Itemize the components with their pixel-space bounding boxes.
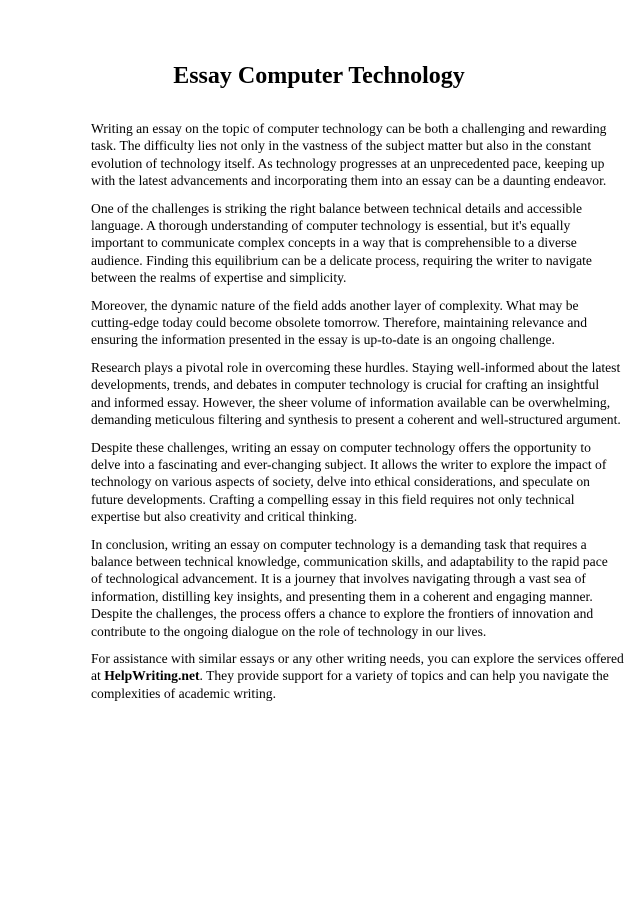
paragraph-2 (91, 200, 606, 287)
paragraph-line: audience. Finding this equilibrium can be a delicate process, requiring the writer to navigate (91, 252, 592, 268)
helpwriting-link[interactable]: HelpWriting.net (104, 668, 200, 684)
document-body (91, 120, 624, 712)
paragraph-line: expertise but also creativity and critical thinking. (91, 509, 358, 525)
paragraph-5 (91, 439, 606, 526)
paragraph-line: evolution of technology itself. As technology progresses at an unprecedented pace, keeping up (91, 155, 605, 171)
paragraph-line: with the latest advancements and incorporating them into an essay can be a daunting endeavor. (91, 173, 607, 189)
paragraph-line: delve into a fascinating and ever-changing subject. It allows the writer to explore the impact of (91, 456, 607, 472)
paragraph-line: For assistance with similar essays or any other writing needs, you can explore the services offered (91, 650, 624, 666)
paragraph-line: Moreover, the dynamic nature of the field adds another layer of complexity. What may be (91, 297, 579, 313)
paragraph-6 (91, 536, 606, 640)
document-title: Essay Computer Technology (173, 63, 465, 89)
paragraph-line: Research plays a pivotal role in overcoming these hurdles. Staying well-informed about the latest (91, 359, 621, 375)
closing-prefix: at (91, 668, 105, 684)
paragraph-line: developments, trends, and debates in computer technology is crucial for crafting an insightful (91, 377, 600, 393)
paragraph-line: technology on various aspects of society, delve into ethical considerations, and speculate on (91, 474, 590, 490)
paragraph-line-with-link (91, 667, 609, 684)
paragraph-line: balance between technical knowledge, communication skills, and adaptability to the rapid pace (91, 553, 608, 569)
paragraph-line: future developments. Crafting a compelling essay in this field requires not only technical (91, 491, 575, 507)
paragraph-line: Despite the challenges, the process offers a chance to explore the frontiers of innovation and (91, 606, 594, 622)
paragraph-line: between the realms of expertise and simplicity. (91, 270, 347, 286)
paragraph-line: and informed essay. However, the sheer volume of information available can be overwhelming, (91, 394, 611, 410)
paragraph-line: information, distilling key insights, and presenting them in a coherent and engaging manner. (91, 588, 593, 604)
paragraph-line: cutting-edge today could become obsolete tomorrow. Therefore, maintaining relevance and (91, 315, 587, 331)
paragraph-line: task. The difficulty lies not only in the vastness of the subject matter but also in the constant (91, 138, 592, 154)
paragraph-line: One of the challenges is striking the right balance between technical details and accessible (91, 200, 583, 216)
paragraph-line: demanding meticulous filtering and synthesis to present a coherent and well-structured argument. (91, 412, 621, 428)
closing-suffix: . They provide support for a variety of topics and can help you navigate the (199, 668, 609, 684)
paragraph-line: Despite these challenges, writing an essay on computer technology offers the opportunity to (91, 439, 591, 455)
paragraph-line: important to communicate complex concepts in a way that is comprehensible to a diverse (91, 235, 577, 251)
closing-paragraph (91, 650, 624, 702)
paragraph-4 (91, 359, 621, 429)
paragraph-line: In conclusion, writing an essay on computer technology is a demanding task that requires a (91, 536, 587, 552)
paragraph-1 (91, 120, 606, 190)
paragraph-line: language. A thorough understanding of computer technology is essential, but it's equally (91, 218, 571, 234)
paragraph-line: contribute to the ongoing dialogue on the role of technology in our lives. (91, 623, 487, 639)
paragraph-line: complexities of academic writing. (91, 685, 276, 701)
paragraph-line: Writing an essay on the topic of computer technology can be both a challenging and rewarding (91, 121, 607, 136)
paragraph-line: of technological advancement. It is a journey that involves navigating through a vast sea of (91, 571, 586, 587)
paragraph-3 (91, 297, 606, 349)
paragraph-line: ensuring the information presented in the essay is up-to-date is an ongoing challenge. (91, 332, 555, 348)
